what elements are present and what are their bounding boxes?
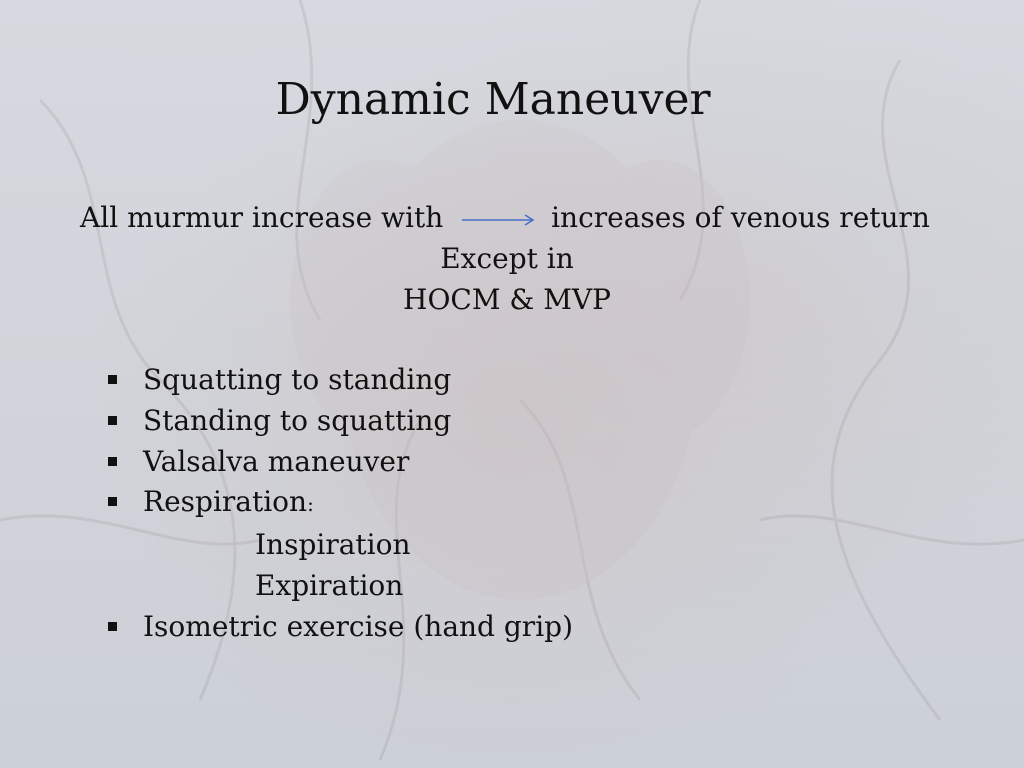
list-item-label: Standing to squatting — [143, 403, 452, 437]
intro-text-before: All murmur increase with — [80, 201, 444, 234]
list-item-label: Valsalva maneuver — [143, 444, 410, 478]
list-item — [104, 360, 573, 401]
exceptions-line: HOCM & MVP — [403, 283, 611, 316]
square-bullet-icon — [108, 375, 117, 384]
square-bullet-icon — [108, 457, 117, 466]
sub-list-item — [104, 525, 573, 566]
list-item — [104, 607, 573, 648]
square-bullet-icon — [108, 497, 117, 506]
slide-title: Dynamic Maneuver — [275, 74, 711, 125]
sub-item-label: Expiration — [255, 568, 404, 602]
sub-list-item — [104, 566, 573, 607]
square-bullet-icon — [108, 622, 117, 631]
maneuver-list — [104, 360, 573, 648]
square-bullet-icon — [108, 416, 117, 425]
right-arrow-icon — [462, 213, 536, 227]
respiration-colon: : — [307, 492, 314, 517]
intro-line — [0, 198, 1010, 238]
list-item-label: Isometric exercise (hand grip) — [143, 609, 573, 643]
list-item — [104, 442, 573, 483]
list-item-label: Respiration — [143, 485, 308, 519]
intro-text-after: increases of venous return — [551, 201, 930, 234]
list-item — [104, 401, 573, 442]
sub-item-label: Inspiration — [255, 528, 411, 562]
list-item — [104, 482, 573, 525]
list-item-label: Squatting to standing — [143, 363, 452, 396]
except-line: Except in — [440, 242, 574, 275]
